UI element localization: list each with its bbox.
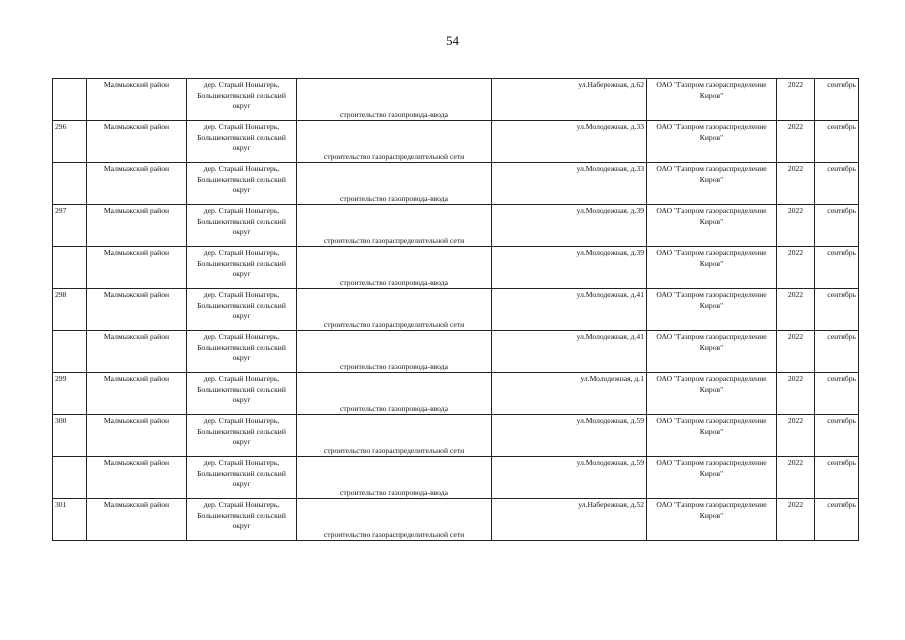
settlement-cell: дер. Старый Ноныгерь, Большекитякский сельский округ [187, 289, 297, 331]
work-type-text: строительство газопровода-ввода [340, 488, 448, 497]
settlement-cell: дер. Старый Ноныгерь, Большекитякский сельский округ [187, 163, 297, 205]
district-cell: Малмыжский район [87, 205, 187, 247]
address-cell: ул.Молодежная, д.41 [492, 331, 647, 373]
year-cell: 2022 [777, 205, 815, 247]
table-row [53, 457, 859, 499]
table-row [53, 205, 859, 247]
table-row [53, 79, 859, 121]
address-cell: ул.Молодежная, д.1 [492, 373, 647, 415]
work-type-text: строительство газораспределительной сети [323, 152, 465, 161]
settlement-cell: дер. Старый Ноныгерь, Большекитякский сельский округ [187, 415, 297, 457]
organization-cell: ОАО "Газпром газораспределение Киров" [647, 121, 777, 163]
settlement-cell: дер. Старый Ноныгерь, Большекитякский сельский округ [187, 457, 297, 499]
row-number: 301 [53, 499, 87, 541]
address-cell: ул.Молодежная, д.39 [492, 247, 647, 289]
year-cell: 2022 [777, 121, 815, 163]
work-type-cell [297, 457, 492, 499]
month-cell: сентябрь [815, 163, 859, 205]
settlement-cell: дер. Старый Ноныгерь, Большекитякский сельский округ [187, 247, 297, 289]
organization-cell: ОАО "Газпром газораспределение Киров" [647, 289, 777, 331]
month-cell: сентябрь [815, 457, 859, 499]
address-cell: ул.Набережная, д.52 [492, 499, 647, 541]
row-number: 300 [53, 415, 87, 457]
month-cell: сентябрь [815, 205, 859, 247]
district-cell: Малмыжский район [87, 247, 187, 289]
register-table [52, 78, 859, 541]
organization-cell: ОАО "Газпром газораспределение Киров" [647, 499, 777, 541]
address-cell: ул.Молодежная, д.41 [492, 289, 647, 331]
settlement-cell: дер. Старый Ноныгерь, Большекитякский сельский округ [187, 331, 297, 373]
work-type-text: строительство газопровода-ввода [340, 404, 448, 413]
year-cell: 2022 [777, 247, 815, 289]
district-cell: Малмыжский район [87, 499, 187, 541]
district-cell: Малмыжский район [87, 415, 187, 457]
district-cell: Малмыжский район [87, 163, 187, 205]
month-cell: сентябрь [815, 247, 859, 289]
address-cell: ул.Молодежная, д.39 [492, 205, 647, 247]
month-cell: сентябрь [815, 331, 859, 373]
row-number [53, 79, 87, 121]
year-cell: 2022 [777, 373, 815, 415]
work-type-cell [297, 205, 492, 247]
table-row [53, 373, 859, 415]
work-type-text: строительство газопровода-ввода [340, 194, 448, 203]
work-type-text: строительство газораспределительной сети [323, 530, 465, 539]
month-cell: сентябрь [815, 499, 859, 541]
table-row [53, 289, 859, 331]
year-cell: 2022 [777, 331, 815, 373]
work-type-cell [297, 373, 492, 415]
table-row [53, 121, 859, 163]
district-cell: Малмыжский район [87, 373, 187, 415]
row-number [53, 163, 87, 205]
settlement-cell: дер. Старый Ноныгерь, Большекитякский сельский округ [187, 205, 297, 247]
table-row [53, 247, 859, 289]
year-cell: 2022 [777, 79, 815, 121]
month-cell: сентябрь [815, 79, 859, 121]
table-row [53, 331, 859, 373]
work-type-text: строительство газопровода-ввода [340, 278, 448, 287]
address-cell: ул.Молодежная, д.33 [492, 163, 647, 205]
year-cell: 2022 [777, 415, 815, 457]
district-cell: Малмыжский район [87, 79, 187, 121]
work-type-text: строительство газораспределительной сети [323, 320, 465, 329]
address-cell: ул.Молодежная, д.59 [492, 415, 647, 457]
year-cell: 2022 [777, 499, 815, 541]
work-type-text: строительство газопровода-ввода [340, 362, 448, 371]
row-number: 296 [53, 121, 87, 163]
organization-cell: ОАО "Газпром газораспределение Киров" [647, 331, 777, 373]
settlement-cell: дер. Старый Ноныгерь, Большекитякский сельский округ [187, 79, 297, 121]
work-type-text: строительство газораспределительной сети [323, 236, 465, 245]
row-number [53, 331, 87, 373]
organization-cell: ОАО "Газпром газораспределение Киров" [647, 457, 777, 499]
address-cell: ул.Молодежная, д.59 [492, 457, 647, 499]
row-number [53, 457, 87, 499]
month-cell: сентябрь [815, 415, 859, 457]
work-type-cell [297, 415, 492, 457]
work-type-cell [297, 163, 492, 205]
row-number: 297 [53, 205, 87, 247]
district-cell: Малмыжский район [87, 457, 187, 499]
organization-cell: ОАО "Газпром газораспределение Киров" [647, 247, 777, 289]
settlement-cell: дер. Старый Ноныгерь, Большекитякский сельский округ [187, 499, 297, 541]
address-cell: ул.Набережная, д.62 [492, 79, 647, 121]
work-type-cell [297, 289, 492, 331]
district-cell: Малмыжский район [87, 289, 187, 331]
address-cell: ул.Молодежная, д.33 [492, 121, 647, 163]
work-type-text: строительство газораспределительной сети [323, 446, 465, 455]
year-cell: 2022 [777, 457, 815, 499]
organization-cell: ОАО "Газпром газораспределение Киров" [647, 373, 777, 415]
district-cell: Малмыжский район [87, 121, 187, 163]
page-number: 54 [446, 33, 459, 48]
work-type-cell [297, 121, 492, 163]
work-type-cell [297, 247, 492, 289]
table-row [53, 499, 859, 541]
settlement-cell: дер. Старый Ноныгерь, Большекитякский сельский округ [187, 121, 297, 163]
organization-cell: ОАО "Газпром газораспределение Киров" [647, 205, 777, 247]
month-cell: сентябрь [815, 373, 859, 415]
month-cell: сентябрь [815, 121, 859, 163]
work-type-text: строительство газопровода-ввода [340, 110, 448, 119]
organization-cell: ОАО "Газпром газораспределение Киров" [647, 163, 777, 205]
district-cell: Малмыжский район [87, 331, 187, 373]
row-number [53, 247, 87, 289]
work-type-cell [297, 499, 492, 541]
work-type-cell [297, 331, 492, 373]
organization-cell: ОАО "Газпром газораспределение Киров" [647, 415, 777, 457]
year-cell: 2022 [777, 163, 815, 205]
settlement-cell: дер. Старый Ноныгерь, Большекитякский сельский округ [187, 373, 297, 415]
table-row [53, 163, 859, 205]
table-row [53, 415, 859, 457]
organization-cell: ОАО "Газпром газораспределение Киров" [647, 79, 777, 121]
table-body [53, 79, 859, 541]
work-type-cell [297, 79, 492, 121]
row-number: 299 [53, 373, 87, 415]
month-cell: сентябрь [815, 289, 859, 331]
row-number: 298 [53, 289, 87, 331]
year-cell: 2022 [777, 289, 815, 331]
